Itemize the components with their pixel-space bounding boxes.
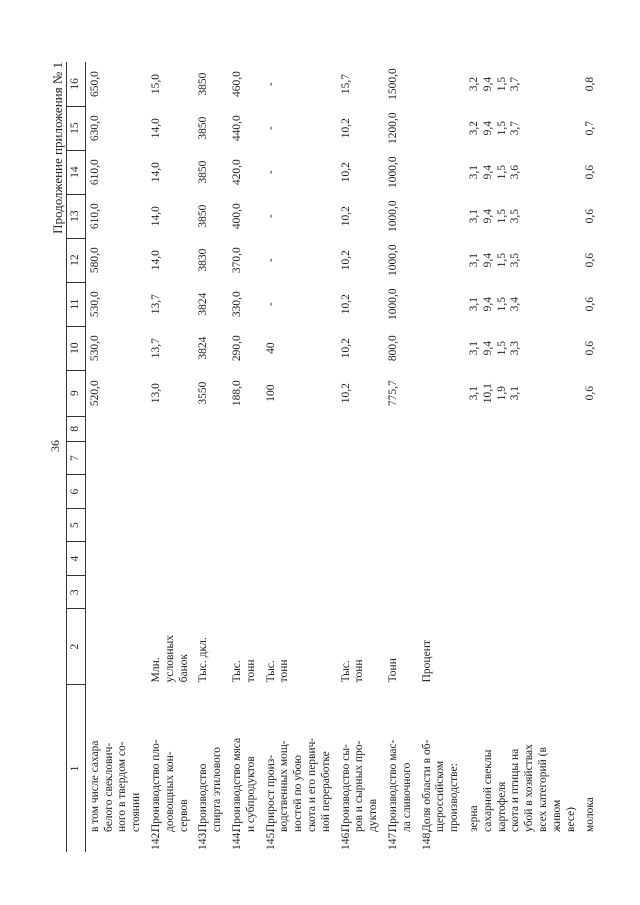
column-number-10: 10	[67, 326, 86, 370]
column-number-14: 14	[67, 150, 86, 194]
value-cell	[384, 441, 418, 475]
value-cell: 10,2	[339, 250, 352, 271]
indicators-table	[66, 62, 601, 852]
indicator-name-cell	[262, 684, 337, 852]
value-cell	[581, 441, 601, 475]
table-row	[228, 62, 262, 852]
column-number-12: 12	[67, 238, 86, 282]
value-cell: 0,6	[584, 208, 597, 224]
appendix-continuation-label: Продолжение приложения № 1	[50, 62, 65, 234]
value-cell: 400,0	[230, 203, 243, 230]
row-number: 142.	[149, 829, 162, 850]
column-number-9: 9	[67, 370, 86, 416]
value-cell: 10,2	[339, 118, 352, 139]
value-cell: 14,0	[149, 118, 162, 139]
value-cell: 1500,0	[386, 68, 399, 100]
table-row	[465, 62, 581, 852]
value-cell: 14,0	[149, 162, 162, 183]
row-number: 147.	[386, 829, 399, 850]
value-cell	[262, 475, 337, 509]
value-cell: 1200,0	[386, 112, 399, 144]
value-cell	[194, 508, 228, 542]
column-number-8: 8	[67, 416, 86, 441]
value-cell: -	[264, 214, 277, 219]
value-cell: 610,0	[88, 203, 101, 230]
value-cell: 3,1 9,4 1,5 3,5	[467, 252, 522, 268]
value-cell: 1000,0	[386, 288, 399, 320]
value-cell	[85, 508, 147, 542]
indicator-name-cell	[228, 684, 262, 852]
value-cell	[418, 416, 465, 441]
indicator-name: в том числе сахара белого свеклович- ного в твердом со- стоянии	[88, 740, 143, 832]
value-cell	[85, 416, 147, 441]
column-number-16: 16	[67, 62, 86, 106]
value-cell	[384, 508, 418, 542]
indicator-name: Доля области в об- щероссийском производстве:	[420, 739, 461, 832]
value-cell: 775,7	[386, 380, 399, 407]
indicators-table-body	[85, 62, 601, 852]
indicator-name-cell	[465, 684, 581, 852]
table-row	[262, 62, 337, 852]
unit-cell: Тыс. тонн	[230, 659, 257, 683]
value-cell	[262, 542, 337, 576]
column-number-13: 13	[67, 194, 86, 238]
value-cell: 13,0	[149, 383, 162, 404]
value-cell: 3,1 9,4 1,5 3,3	[467, 340, 522, 356]
value-cell: 330,0	[230, 291, 243, 318]
unit-cell	[465, 609, 581, 684]
value-cell	[418, 508, 465, 542]
indicator-name: Производство мас- ла сливочного	[386, 739, 413, 832]
table-row	[581, 62, 601, 852]
value-cell	[465, 542, 581, 576]
value-cell: 1000,0	[386, 156, 399, 188]
indicator-name: Производство сы- ров и сырных про- дуктов	[339, 740, 380, 832]
indicator-name: Производство спирта этилового	[197, 746, 224, 832]
unit-cell	[581, 609, 601, 684]
value-cell	[337, 416, 384, 441]
value-cell	[418, 370, 465, 416]
rotated-page-content	[50, 62, 610, 852]
value-cell	[418, 194, 465, 238]
column-number-6: 6	[67, 475, 86, 509]
value-cell	[337, 441, 384, 475]
value-cell: 10,2	[339, 383, 352, 404]
value-cell	[418, 326, 465, 370]
value-cell	[337, 508, 384, 542]
value-cell: 3,2 9,4 1,5 3,7	[467, 76, 522, 92]
value-cell: 3,1 9,4 1,5 3,6	[467, 164, 522, 180]
row-number: 144.	[230, 829, 243, 850]
value-cell: 3550	[197, 381, 210, 405]
value-cell: 3,1 9,4 1,5 3,4	[467, 296, 522, 312]
indicator-name: Производство пло- доовощных кон- сервов	[149, 739, 190, 832]
value-cell	[262, 508, 337, 542]
value-cell	[85, 475, 147, 509]
value-cell: 440,0	[230, 115, 243, 142]
value-cell	[418, 106, 465, 150]
value-cell: 0,8	[584, 76, 597, 92]
value-cell	[147, 475, 194, 509]
value-cell	[384, 575, 418, 609]
value-cell	[418, 542, 465, 576]
row-number: 148.	[420, 829, 433, 850]
value-cell: -	[264, 82, 277, 86]
column-number-3: 3	[67, 575, 86, 609]
indicator-name-cell	[384, 684, 418, 852]
value-cell	[228, 542, 262, 576]
value-cell	[384, 416, 418, 441]
value-cell: 40	[264, 342, 277, 354]
value-cell: 0,6	[584, 252, 597, 268]
unit-cell: Тыс. тонн	[264, 659, 291, 683]
unit-cell: Процент	[420, 640, 433, 683]
table-row	[418, 62, 465, 852]
value-cell: 460,0	[230, 71, 243, 97]
value-cell: 610,0	[88, 159, 101, 186]
value-cell	[262, 416, 337, 441]
value-cell: 3830	[197, 248, 210, 272]
value-cell	[194, 575, 228, 609]
value-cell: 370,0	[230, 247, 243, 274]
value-cell	[228, 508, 262, 542]
value-cell: 3850	[197, 204, 210, 228]
value-cell	[228, 441, 262, 475]
value-cell: 15,0	[149, 74, 162, 95]
unit-cell: Тыс. дкл.	[197, 637, 210, 683]
value-cell	[581, 416, 601, 441]
value-cell: 3,2 9,4 1,5 3,7	[467, 120, 522, 136]
value-cell	[194, 542, 228, 576]
unit-cell	[85, 609, 147, 684]
column-number-1: 1	[67, 684, 86, 852]
value-cell: 800,0	[386, 335, 399, 362]
value-cell: 3850	[197, 160, 210, 184]
column-number-7: 7	[67, 441, 86, 475]
table-row	[337, 62, 384, 852]
indicator-name: Производство мяса и субпродуктов	[230, 737, 257, 832]
value-cell: 13,7	[149, 338, 162, 359]
column-number-2: 2	[67, 609, 86, 684]
value-cell: 3850	[197, 72, 210, 96]
value-cell: 100	[264, 384, 277, 402]
value-cell	[384, 475, 418, 509]
unit-cell: Тыс. тонн	[339, 659, 366, 683]
value-cell: 290,0	[230, 335, 243, 362]
row-number: 146.	[339, 829, 352, 850]
value-cell	[85, 542, 147, 576]
value-cell	[465, 575, 581, 609]
value-cell: 630,0	[88, 115, 101, 142]
value-cell: 14,0	[149, 206, 162, 227]
indicator-name-cell	[581, 684, 601, 852]
value-cell	[262, 575, 337, 609]
value-cell: 14,0	[149, 250, 162, 271]
row-number: 143.	[197, 829, 210, 850]
value-cell	[418, 238, 465, 282]
value-cell	[194, 475, 228, 509]
value-cell	[194, 441, 228, 475]
value-cell: 3824	[197, 336, 210, 360]
indicator-name: Прирост произ- водственных мощ- ностей по убою скота и его первич- ной переработке	[264, 737, 332, 832]
value-cell	[418, 282, 465, 326]
value-cell	[228, 475, 262, 509]
column-number-15: 15	[67, 106, 86, 150]
value-cell	[262, 441, 337, 475]
value-cell: 0,6	[584, 164, 597, 180]
indicator-name-cell	[194, 684, 228, 852]
value-cell	[147, 575, 194, 609]
column-number-header-row	[67, 62, 86, 852]
value-cell: 530,0	[88, 291, 101, 318]
value-cell: 10,2	[339, 294, 352, 315]
value-cell: 420,0	[230, 159, 243, 186]
row-number: 145.	[264, 829, 277, 850]
value-cell	[337, 475, 384, 509]
value-cell: 1000,0	[386, 200, 399, 232]
value-cell: 10,2	[339, 206, 352, 227]
value-cell	[581, 508, 601, 542]
value-cell: 580,0	[88, 247, 101, 274]
value-cell: 188,0	[230, 380, 243, 407]
value-cell	[384, 542, 418, 576]
value-cell	[465, 441, 581, 475]
column-number-5: 5	[67, 508, 86, 542]
value-cell	[147, 441, 194, 475]
value-cell	[147, 508, 194, 542]
value-cell	[418, 475, 465, 509]
value-cell: 0,6	[584, 296, 597, 312]
value-cell	[418, 62, 465, 106]
value-cell	[85, 441, 147, 475]
indicator-name-cell	[418, 684, 465, 852]
value-cell: -	[264, 126, 277, 131]
value-cell	[228, 575, 262, 609]
value-cell: -	[264, 302, 277, 307]
value-cell	[147, 542, 194, 576]
value-cell	[418, 150, 465, 194]
value-cell: 10,2	[339, 338, 352, 359]
value-cell: 3,1 9,4 1,5 3,5	[467, 208, 522, 224]
value-cell	[418, 441, 465, 475]
value-cell	[337, 542, 384, 576]
value-cell: 0,7	[584, 120, 597, 136]
page-number: 36	[48, 440, 62, 452]
value-cell	[337, 575, 384, 609]
indicator-name: молока	[584, 797, 597, 832]
indicator-name: зерна сахарной свеклы картофеля скота и птицы на убой в хозяйствах всех категорий (в живом весе)	[467, 744, 577, 832]
value-cell: 0,6	[584, 385, 597, 401]
value-cell	[581, 575, 601, 609]
value-cell	[85, 575, 147, 609]
unit-cell: Тонн	[386, 658, 399, 683]
value-cell	[228, 416, 262, 441]
value-cell	[465, 475, 581, 509]
value-cell: 3824	[197, 292, 210, 316]
value-cell: 650,0	[88, 71, 101, 97]
value-cell	[581, 542, 601, 576]
indicator-name-cell	[85, 684, 147, 852]
value-cell: 530,0	[88, 335, 101, 362]
value-cell	[465, 416, 581, 441]
table-row	[85, 62, 147, 852]
column-number-4: 4	[67, 542, 86, 576]
value-cell	[194, 416, 228, 441]
indicator-name-cell	[147, 684, 194, 852]
value-cell: 1000,0	[386, 244, 399, 276]
unit-cell: Млн. условных банок	[149, 634, 190, 683]
value-cell	[465, 508, 581, 542]
value-cell: 13,7	[149, 294, 162, 315]
table-row	[384, 62, 418, 852]
table-row	[194, 62, 228, 852]
value-cell: 15,7	[339, 74, 352, 95]
value-cell	[418, 575, 465, 609]
value-cell: -	[264, 170, 277, 175]
value-cell: 0,6	[584, 340, 597, 356]
value-cell	[147, 416, 194, 441]
value-cell: 3,1 10,1 1,9 3,1	[467, 383, 522, 404]
value-cell: 3850	[197, 116, 210, 140]
value-cell: 520,0	[88, 380, 101, 407]
value-cell	[581, 475, 601, 509]
table-row	[147, 62, 194, 852]
column-number-11: 11	[67, 282, 86, 326]
value-cell: -	[264, 258, 277, 263]
indicator-name-cell	[337, 684, 384, 852]
value-cell: 10,2	[339, 162, 352, 183]
